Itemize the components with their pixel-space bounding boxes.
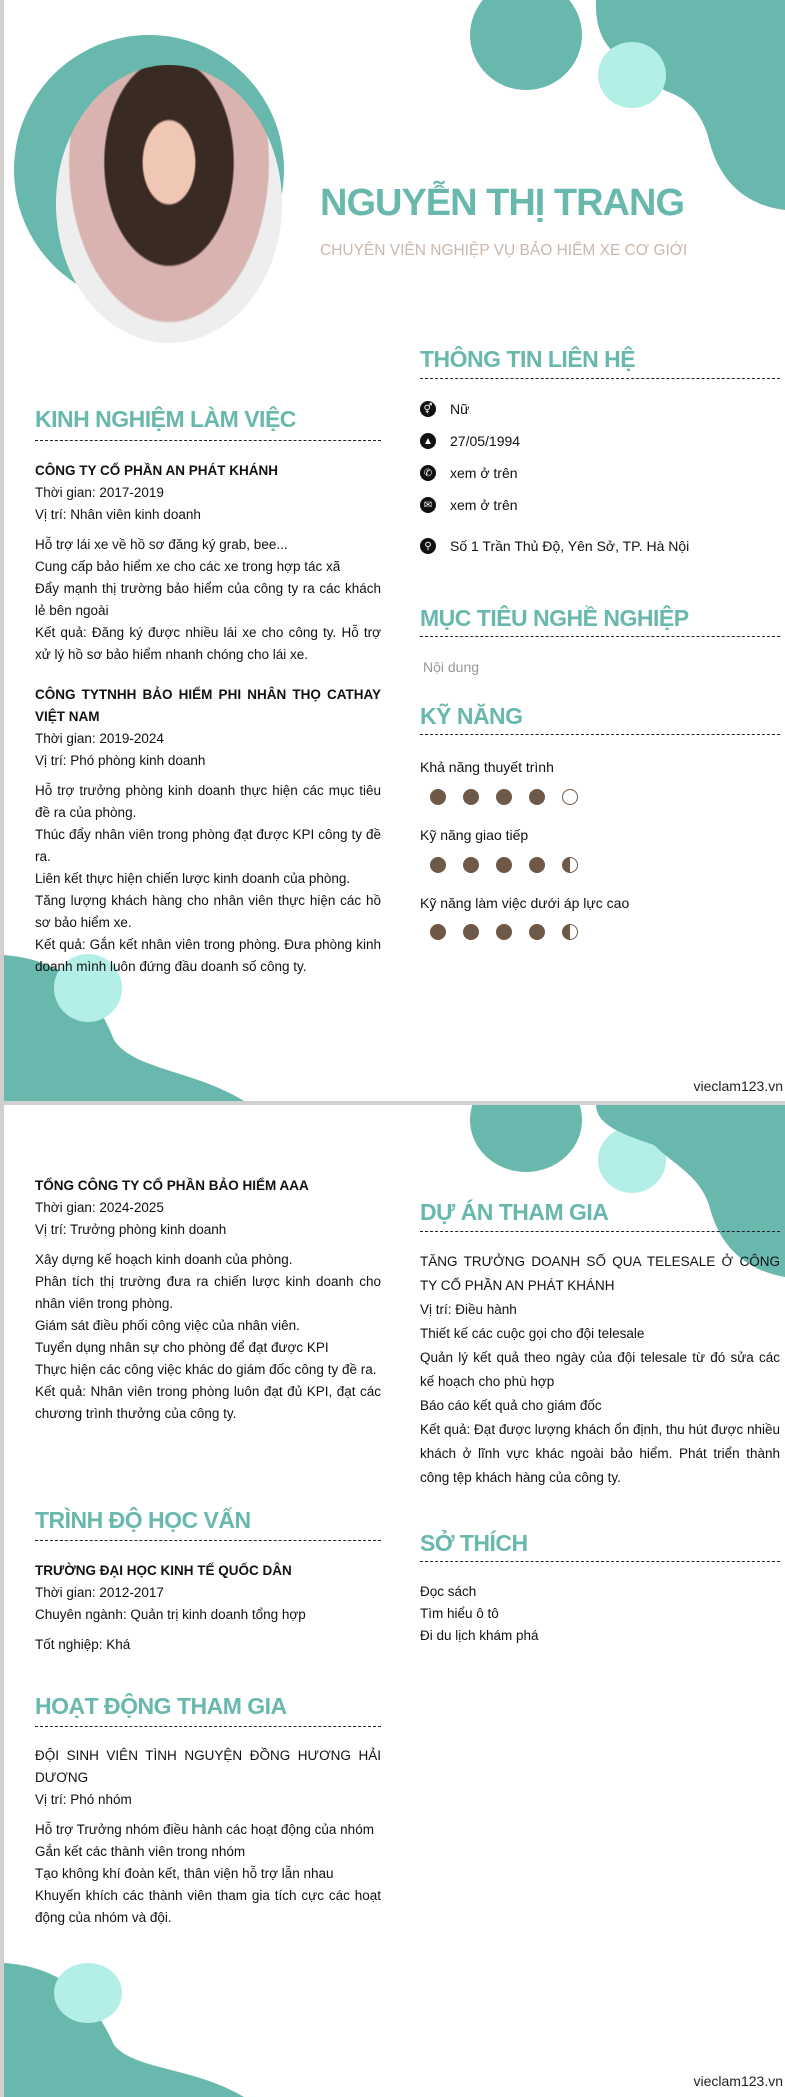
rating-dot-filled	[529, 789, 545, 805]
contact-heading: THÔNG TIN LIÊN HỆ	[420, 346, 636, 372]
candidate-title: CHUYÊN VIÊN NGHIỆP VỤ BẢO HIỂM XE CƠ GIỚI	[320, 242, 688, 259]
objective-content: Nội dung	[423, 659, 480, 675]
profile-photo	[56, 65, 282, 343]
job-detail: Liên kết thực hiện chiến lược kinh doanh của phòng.	[35, 871, 351, 886]
divider	[35, 440, 381, 441]
brand-watermark[interactable]: vieclam123.vn	[693, 1078, 783, 1094]
hobbies-heading: SỞ THÍCH	[420, 1530, 528, 1556]
contact-phone	[420, 465, 518, 481]
hobby-item: Đi du lịch khám phá	[420, 1628, 539, 1643]
phone-icon: ✆	[420, 465, 436, 481]
divider	[420, 734, 780, 735]
skills-heading: KỸ NĂNG	[420, 703, 523, 729]
skill-name: Kỹ năng giao tiếp	[420, 827, 529, 843]
job-detail: Đẩy mạnh thị trường bảo hiểm của công ty ra các khách lẻ bên ngoài	[35, 581, 381, 618]
job-time: Thời gian: 2024-2025	[35, 1200, 164, 1215]
activities-heading: HOẠT ĐỘNG THAM GIA	[35, 1693, 287, 1719]
activity-detail: Tạo không khí đoàn kết, thân viện hỗ trợ lẫn nhau	[35, 1866, 334, 1881]
rating-dot-filled	[430, 857, 446, 873]
project-title: TĂNG TRƯỞNG DOANH SỐ QUA TELESALE Ở CÔNG TY CỔ PHẦN AN PHÁT KHÁNH	[420, 1254, 780, 1293]
rating-dot-filled	[463, 857, 479, 873]
project-position: Vị trí: Điều hành	[420, 1302, 517, 1317]
job-entry	[35, 684, 381, 978]
hobby-item: Tìm hiểu ô tô	[420, 1606, 499, 1621]
contact-address	[420, 538, 689, 554]
school-name: TRƯỜNG ĐẠI HỌC KINH TẾ QUỐC DÂN	[35, 1563, 292, 1578]
hobbies-list	[420, 1581, 539, 1647]
rating-dot-filled	[496, 789, 512, 805]
email-icon: ✉	[420, 497, 436, 513]
experience-heading: KINH NGHIỆM LÀM VIỆC	[35, 406, 296, 432]
project-detail: Kết quả: Đạt được lượng khách ổn định, thu hút được nhiều khách ở lĩnh vực khác ngoài bảo hiểm. Phát triển thành công tệp khách hàng của công ty.	[420, 1422, 780, 1485]
skill-rating	[430, 789, 578, 805]
gender-icon: ⚥	[420, 401, 436, 417]
skill-rating	[430, 857, 578, 873]
project-entry	[420, 1250, 780, 1490]
job-entry	[35, 460, 381, 666]
rating-dot-filled	[496, 924, 512, 940]
job-company: CÔNG TY CỔ PHẦN AN PHÁT KHÁNH	[35, 463, 279, 478]
job-detail: Tuyển dụng nhân sự cho phòng để đạt được KPI	[35, 1340, 329, 1355]
job-detail: Giám sát điều phối công việc của nhân viên.	[35, 1318, 300, 1333]
divider	[420, 378, 780, 379]
education-time: Thời gian: 2012-2017	[35, 1585, 164, 1600]
hobby-item: Đọc sách	[420, 1584, 477, 1599]
job-detail: Hỗ trợ lái xe về hồ sơ đăng ký grab, bee...	[35, 537, 288, 552]
activity-detail: Gắn kết các thành viên trong nhóm	[35, 1844, 246, 1859]
project-detail: Thiết kế các cuộc gọi cho đội telesale	[420, 1326, 645, 1341]
rating-dot-filled	[430, 924, 446, 940]
job-detail: Kết quả: Nhân viên trong phòng luôn đạt đủ KPI, đạt các chương trình thưởng của công ty.	[35, 1384, 381, 1421]
divider	[35, 1726, 381, 1727]
activity-title: ĐỘI SINH VIÊN TÌNH NGUYỆN ĐỒNG HƯƠNG HẢI DƯƠNG	[35, 1748, 381, 1785]
activity-detail: Khuyến khích các thành viên tham gia tích cực các hoạt động của nhóm và đội.	[35, 1888, 381, 1925]
job-detail: Cung cấp bảo hiểm xe cho các xe trong hợp tác xã	[35, 559, 341, 574]
cv-page-2	[4, 1105, 785, 2097]
divider	[420, 1561, 780, 1562]
job-time: Thời gian: 2017-2019	[35, 485, 164, 500]
skill-name: Khả năng thuyết trình	[420, 759, 554, 775]
divider	[35, 1540, 381, 1541]
birthday-value: 27/05/1994	[450, 433, 521, 449]
objective-heading: MỤC TIÊU NGHỀ NGHIỆP	[420, 605, 689, 631]
location-icon: ⚲	[420, 538, 436, 554]
rating-dot-empty	[562, 789, 578, 805]
rating-dot-filled	[430, 789, 446, 805]
divider	[420, 636, 780, 637]
job-time: Thời gian: 2019-2024	[35, 731, 164, 746]
candidate-name: NGUYỄN THỊ TRANG	[320, 182, 684, 224]
rating-dot-filled	[496, 857, 512, 873]
job-entry	[35, 1175, 381, 1425]
activity-position: Vị trí: Phó nhóm	[35, 1792, 132, 1807]
contact-birthday	[420, 433, 520, 449]
job-detail: Phân tích thị trường đưa ra chiến lược kinh doanh cho nhân viên trong phòng.	[35, 1274, 381, 1311]
job-detail: Thúc đẩy nhân viên trong phòng đạt được KPI công ty đề ra.	[35, 827, 381, 864]
email-value: xem ở trên	[450, 497, 518, 513]
job-detail: Hỗ trợ trưởng phòng kinh doanh thực hiện các mục tiêu đề ra của phòng.	[35, 783, 381, 820]
activity-entry	[35, 1745, 381, 1929]
phone-value: xem ở trên	[450, 465, 518, 481]
cv-page-1	[4, 0, 785, 1101]
job-position: Vị trí: Trưởng phòng kinh doanh	[35, 1222, 227, 1237]
contact-email	[420, 497, 518, 513]
education-entry	[35, 1560, 381, 1656]
project-detail: Báo cáo kết quả cho giám đốc	[420, 1398, 602, 1413]
job-company: CÔNG TYTNHH BẢO HIỂM PHI NHÂN THỌ CATHAY VIỆT NAM	[35, 687, 381, 724]
address-value: Số 1 Trần Thủ Độ, Yên Sở, TP. Hà Nội	[450, 538, 690, 554]
rating-dot-filled	[529, 857, 545, 873]
job-detail: Kết quả: Gắn kết nhân viên trong phòng. Đưa phòng kinh doanh mình luôn đứng đầu doanh số công ty.	[35, 937, 381, 974]
divider	[420, 1231, 780, 1232]
birthday-cake-icon: ▲	[420, 433, 436, 449]
job-detail: Xây dựng kế hoạch kinh doanh của phòng.	[35, 1252, 293, 1267]
education-heading: TRÌNH ĐỘ HỌC VẤN	[35, 1507, 251, 1533]
rating-dot-filled	[463, 789, 479, 805]
skill-name: Kỹ năng làm việc dưới áp lực cao	[420, 895, 630, 911]
gender-value: Nữ	[450, 401, 470, 417]
project-detail: Quản lý kết quả theo ngày của đội telesale từ đó sửa các kế hoạch cho phù hợp	[420, 1350, 780, 1389]
rating-dot-half	[562, 924, 578, 940]
activity-detail: Hỗ trợ Trưởng nhóm điều hành các hoạt động của nhóm	[35, 1822, 374, 1837]
projects-heading: DỰ ÁN THAM GIA	[420, 1199, 609, 1225]
rating-dot-half	[562, 857, 578, 873]
job-position: Vị trí: Nhân viên kinh doanh	[35, 507, 201, 522]
job-company: TỔNG CÔNG TY CỔ PHẦN BẢO HIỂM AAA	[35, 1178, 309, 1193]
job-detail: Kết quả: Đăng ký được nhiều lái xe cho công ty. Hỗ trợ xử lý hồ sơ bảo hiểm nhanh chóng cho lái xe.	[35, 625, 381, 662]
rating-dot-filled	[529, 924, 545, 940]
brand-watermark[interactable]: vieclam123.vn	[693, 2073, 783, 2089]
education-major: Chuyên ngành: Quản trị kinh doanh tổng hợp	[35, 1607, 306, 1622]
rating-dot-filled	[463, 924, 479, 940]
job-detail: Thực hiện các công việc khác do giám đốc công ty đề ra.	[35, 1362, 377, 1377]
job-detail: Tăng lượng khách hàng cho nhân viên thực hiện các hồ sơ bảo hiểm xe.	[35, 893, 381, 930]
job-position: Vị trí: Phó phòng kinh doanh	[35, 753, 206, 768]
skill-rating	[430, 924, 578, 940]
contact-gender	[420, 401, 469, 417]
education-grade: Tốt nghiệp: Khá	[35, 1637, 131, 1652]
